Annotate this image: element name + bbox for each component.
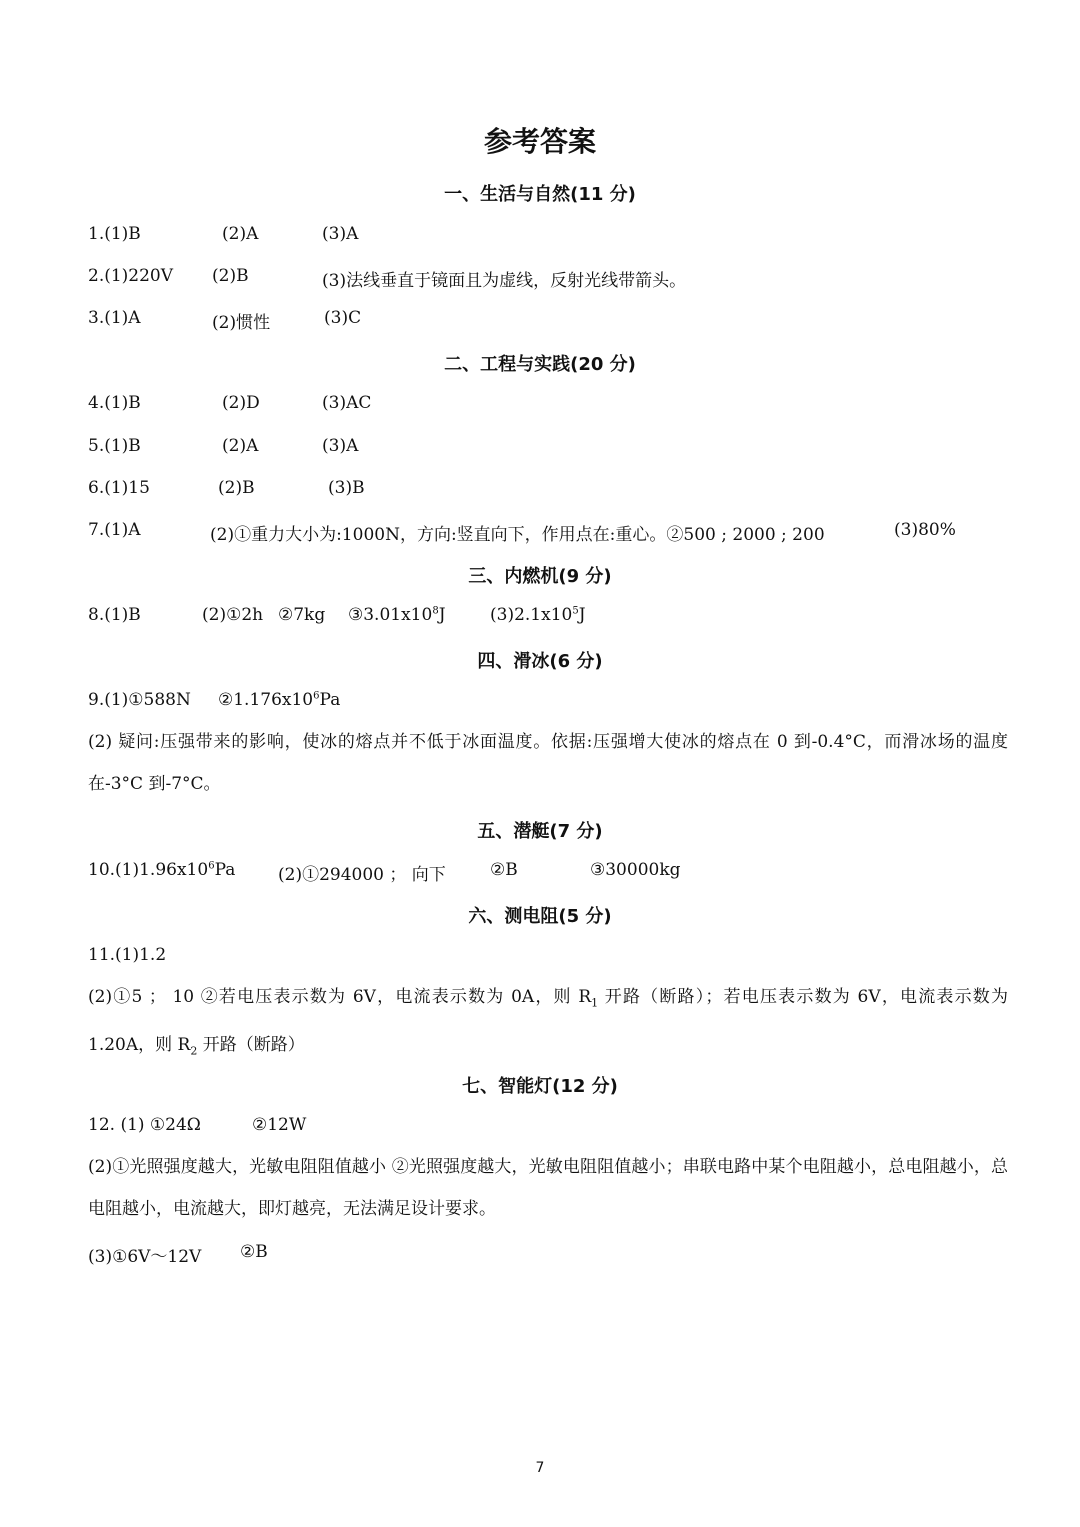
answer-part: 3.(1)A bbox=[88, 308, 141, 328]
answer-part: 4.(1)B bbox=[88, 393, 141, 413]
answer-part: ②12W bbox=[252, 1115, 307, 1135]
answer-part: $③3.01x10^8J$ bbox=[348, 605, 446, 625]
answer-part: ②B bbox=[490, 860, 518, 880]
answer-part: (3)①6V～12V bbox=[88, 1247, 202, 1267]
answer-part: (2)①294000 ； 向下 bbox=[278, 865, 446, 885]
answer-paragraph-11-2: (2)①5 ； 10 ②若电压表示数为 6V，电流表示数为 0A，则 $R_1$ 开路（断路）；若电压表示数为 6V，电流表示数为 1.20A，则 $R_2$ 开路（断路） bbox=[88, 987, 1008, 1058]
page-title: 参考答案 bbox=[483, 125, 596, 158]
answer-part: (3)C bbox=[324, 308, 362, 328]
answer-part: (3)法线垂直于镜面且为虚线，反射光线带箭头。 bbox=[322, 271, 687, 291]
answer-part: 1.(1)B bbox=[88, 224, 141, 244]
answer-part: ②7kg bbox=[278, 605, 326, 625]
answer-part: (2)B bbox=[218, 478, 255, 498]
section-heading: 五、潜艇(7 分) bbox=[477, 821, 603, 842]
answer-part: (2)B bbox=[212, 266, 249, 286]
section-heading: 七、智能灯(12 分) bbox=[462, 1076, 618, 1097]
section-heading: 三、内燃机(9 分) bbox=[468, 566, 612, 587]
answer-part: 2.(1)220V bbox=[88, 266, 174, 286]
answer-part: (3)A bbox=[322, 224, 359, 244]
section-heading: 一、生活与自然(11 分) bbox=[444, 184, 636, 205]
answer-part: (2)①2h bbox=[202, 605, 264, 625]
answer-part: 9.(1)①588N bbox=[88, 690, 191, 710]
answer-part: ③30000kg bbox=[590, 860, 681, 880]
answer-part: $(3)2.1x10^5J$ bbox=[490, 605, 586, 625]
answer-part: (2)①重力大小为:1000N，方向:竖直向下，作用点在:重心。②500 ; 2000 ; 200 bbox=[210, 525, 825, 545]
answer-paragraph-9-2: (2) 疑问:压强带来的影响，使冰的熔点并不低于冰面温度。依据:压强增大使冰的熔点在 0 到-0.4°C，而滑冰场的温度在-3°C 到-7°C。 bbox=[88, 732, 1008, 794]
answer-part: $②1.176x10^6Pa$ bbox=[218, 690, 341, 710]
answer-part: $10.(1)1.96x10^6Pa$ bbox=[88, 860, 236, 880]
answer-part: (2)D bbox=[222, 393, 260, 413]
answer-part: 8.(1)B bbox=[88, 605, 141, 625]
answer-part: 11.(1)1.2 bbox=[88, 945, 167, 965]
answer-part: (3)A bbox=[322, 436, 359, 456]
answer-part: (2)A bbox=[222, 224, 259, 244]
answer-part: (3)B bbox=[328, 478, 365, 498]
page-number: 7 bbox=[535, 1460, 545, 1476]
section-heading: 四、滑冰(6 分) bbox=[477, 651, 603, 672]
answer-part: 5.(1)B bbox=[88, 436, 141, 456]
answer-part: (3)AC bbox=[322, 393, 372, 413]
answer-part: (2)惯性 bbox=[212, 313, 271, 333]
section-heading: 二、工程与实践(20 分) bbox=[444, 354, 636, 375]
answer-part: (3)80% bbox=[894, 520, 956, 540]
answer-paragraph-12-2: (2)①光照强度越大，光敏电阻阻值越小 ②光照强度越大，光敏电阻阻值越小；串联电路中某个电阻越小，总电阻越小，总电阻越小，电流越大，即灯越亮，无法满足设计要求。 bbox=[88, 1157, 1008, 1219]
section-heading: 六、测电阻(5 分) bbox=[468, 906, 612, 927]
answer-part: 7.(1)A bbox=[88, 520, 141, 540]
answer-part: 6.(1)15 bbox=[88, 478, 150, 498]
answer-part: ②B bbox=[240, 1242, 268, 1262]
answer-part: (2)A bbox=[222, 436, 259, 456]
answer-part: 12. (1) ①24Ω bbox=[88, 1115, 201, 1135]
